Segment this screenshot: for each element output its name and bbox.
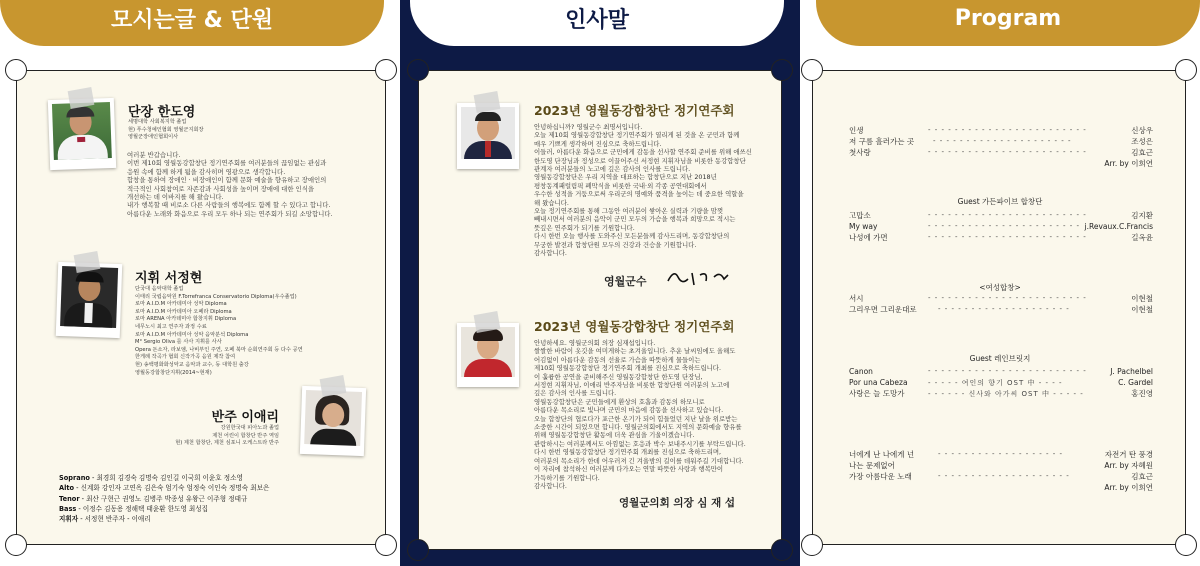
dotted-leader: - - - - - - - - - - - - - - - - - - - - - - - -	[928, 148, 1087, 156]
song-title: 사랑은 늘 도망가	[849, 389, 905, 398]
accompanist-photo	[300, 386, 366, 456]
section-title: Guest 레인브릿지	[969, 354, 1031, 363]
song-credit: 조성은	[1131, 137, 1153, 146]
dotted-leader: - - - - - - - - - - - - - - - - - - -	[938, 450, 1064, 458]
dotted-leader: - - - - - - - - - - - - - - - - - - - -	[938, 472, 1070, 480]
greeting1-body: 안녕하십니까? 영월군수 최명서입니다. 오늘 제10회 영월동강합창단 정기연주회가 열리게 된 것을 온 군민과 함께 매우 기쁘게 생각하며 진심으로 축하드립니다. 이들러, 아름다운 화음으로 군민에게 감동을 선사할 연주회 준비를 위해 애쓰신 한도영 단장님과 정성으로 이끌어주신 서정현 지휘자님을 비롯한 동강합창단 관계자 여러분들의 노고에 깊은 감사의 인사를 드립니다. 영월동강합창단은 우리 지역을 대표하는 합창단으로 지난 2018년 평창동계패럴림픽 폐막식을 비롯한 국내·외 각종 공연대회에서 우수한 성적을 거둠으로써 우리군의 명예와 품격을 높이는 데 중요한 역할을 해 왔습니다. 오늘 정기연주회를 통해 그동안 여러분이 쌓아온 실력과 기량을 맘껏 빼내시면서 여러분의 음악이 군민 모두의 가슴을 행복과 희망으로 적시는 뜻깊은 연주회가 되기를 기원합니다. 다시 한번 오늘 행사를 도와주신 모든분들께 감사드리며, 동강합창단의 무궁한 발전과 합창단원 모두의 건강과 건승을 기원합니다. 감사합니다.	[534, 123, 752, 258]
council-chair-signature: 영월군의회 의장 심 재 섭	[619, 497, 736, 509]
corner-cutout	[5, 59, 27, 81]
leader-photo	[48, 98, 116, 170]
corner-cutout	[801, 534, 823, 556]
dotted-leader: - - - - - - 신사와 아가씨 OST 中 - - - - -	[928, 390, 1084, 398]
dotted-leader: - - - - - - - - - - - - - - - - - - - - - - - -	[928, 211, 1087, 219]
song-title: My way	[849, 222, 878, 231]
song-credit: 김효근	[1131, 148, 1153, 157]
member-row: Bass - 이정수 김동용 정해택 태윤환 한도영 최성집	[59, 504, 209, 513]
conductor-photo	[56, 262, 123, 338]
council-chair-photo	[457, 323, 519, 387]
dotted-leader: - - - - - 여인의 향기 OST 中 - - - -	[928, 379, 1063, 387]
greeting2-body: 안녕하세요. 영월군의회 의장 심재섭입니다. 쌀쌀한 바람이 옷깃을 여미게하는 초겨울입니다. 추운 날씨임에도 올해도 어김없이 아름다운 감동의 선율로 가슴을 따뜻하게 물들이는 제10회 영월동강합창단 정기연주회 개최를 진심으로 축하드립니다. 이 훌륭한 공연을 준비해주신 영월동강합창단 한도영 단장님, 서정현 지휘자님, 이애리 반주자님을 비롯한 합창단원 여러분의 노고에 깊은 감사의 인사를 드립니다. 영월동강합창단은 군민들에게 환상의 호흡과 감동의 하모니로 아름다운 목소리로 빛나며 군민의 마음에 감동을 선사하고 있습니다. 오늘 합창단의 협로다가 포근한 온기가 되어 힘들었던 지난 날을 위로받는 소중한 시간이 되었으면 합니다. 영월군의회에서도 지역의 문화예술 향유를 위해 영월동강합창단 활동에 더욱 관심을 기울이겠습니다. 관람하시는 여러분께서도 아낌없는 호응과 박수 보내주시기를 부탁드립니다. 다시 한번 영월동강합창단 정기연주회 개최를 진심으로 축하드리며, 여러분의 목소리가 한데 어우러져 긴 겨울밤의 길이를 데워주길 기대합니다. 이 자리에 참석하신 여러분께 다가오는 연말 따뜻한 사랑과 행복만이 가득하기를 기원합니다. 감사합니다.	[534, 339, 746, 490]
song-credit: Arr. by 자혜원	[1104, 461, 1153, 470]
song-credit: 자전거 탄 풍경	[1104, 450, 1153, 459]
accompanist-name: 반주 이애리	[211, 410, 279, 425]
member-row: Alto - 신계화 강인자 고연옥 김은숙 엄기숙 엄정숙 이인숙 정명숙 최보은	[59, 484, 270, 493]
corner-cutout	[801, 59, 823, 81]
dotted-leader: - - - - - - - - - - - - - - - - - - - - - - - -	[928, 126, 1087, 134]
song-title: 그리우면 그리운대로	[849, 305, 917, 314]
dotted-leader: - - - - - - - - - - - - - - - - - - - - - - - -	[928, 367, 1087, 375]
program-panel	[800, 0, 1200, 566]
member-row: 지휘자 - 서정현 반주자 - 이애리	[59, 515, 151, 524]
dotted-leader: - - - - - - - - - - - - - - - - - - - - -	[933, 137, 1072, 145]
dotted-leader: - - - - - - - - - - - - - - - - - - - - - - - -	[928, 294, 1087, 302]
song-credit: 이현철	[1131, 294, 1153, 303]
song-credit: 홍진영	[1131, 389, 1153, 398]
conductor-bio: 단국대 음악대학 졸업 이태리 국립음악원 F.Torrefranca Conservatorio Diploma(우수졸업) 로마 A.I.D.M 아카데미아 성악 Diploma 로마 A.I.D.M 아카데미아 오페라 Diploma 로마 ARENA 아카데미아 합창지휘 Diploma 네무노시 최고 연주자 과정 수료 로마 A.I.D.M 아카데미아 성악 음악분석 Diploma M° Sergio Oliva 를 사사 지휘를 사사 Opera 돈소자, 라보엠, 나비부인 주연, 오페 북마 순회연주회 등 다수 공연 한게례 작곡가 협회 신작가곡 음원 제작 참여 현) 송백평화화성악교 음악과 교수, 동 대학원 출강 영월동강합창단지휘(2014~현재)	[135, 286, 303, 376]
corner-cutout	[375, 59, 397, 81]
program-card	[812, 70, 1186, 545]
panel-title: Program	[954, 5, 1062, 31]
song-title: 저 구름 흘러가는 곳	[849, 137, 915, 146]
song-credit: Arr. by 이희연	[1104, 483, 1153, 492]
welcome-letter: 여러분 반갑습니다. 이번 제10회 영월동강합창단 정기연주회를 여러분들의 끊임없는 관심과 응원 속에 함께 하게 됨을 감사히며 영광으로 생각합니다. 합창을 통하여 장애인 · 비장애인이 함께 문화 예술을 향유하고 장애인의 적극적인 사회참여로 자존감과 사회성을 높이며 장애에 대한 인식을 개선하는 데 이바지를 해 왔습니다. 내가 행복할 때 비로소 다른 사람들의 행복에도 함께 할 수 있다고 합니다. 아름다운 노래와 화음으로 우리 모두 하나 되는 연주회가 되길 소망합니다.	[127, 151, 333, 218]
leader-bio: 세명대학 사회복지학 졸업 현) 푸수청예인협회 영월군지회장 영월군장애인협회이사	[128, 119, 204, 141]
member-row: Tenor - 최산 구현근 권영노 김병주 박종성 유왕근 이주형 정태규	[59, 494, 248, 503]
song-title: Canon	[849, 367, 873, 376]
song-title: 첫사랑	[849, 148, 871, 157]
panel-title: 인사말	[565, 7, 629, 33]
dotted-leader: - - - - - - - - - - - - - - - - - - - -	[938, 305, 1070, 313]
song-title: 나성에 가면	[849, 233, 888, 242]
song-title: 너에게 난 나에게 넌	[849, 450, 915, 459]
members-panel	[0, 0, 400, 566]
song-credit: C. Gardel	[1118, 378, 1153, 387]
song-title: 서시	[849, 294, 864, 303]
corner-cutout	[771, 539, 793, 561]
song-credit: 김지환	[1131, 211, 1153, 220]
mayor-signature-label: 영월군수	[604, 275, 647, 288]
accompanist-bio: 강원한국대 피아노과 졸업 제천 어린이 합창단 반주 역임 현) 제천 합창단, 제천 심포니 오케스트라 반주	[175, 425, 279, 447]
panel-header	[0, 0, 384, 46]
section-title: <여성합창>	[979, 283, 1021, 292]
corner-cutout	[5, 534, 27, 556]
song-credit: j.Revaux.C.Francis	[1084, 222, 1153, 231]
corner-cutout	[407, 539, 429, 561]
mayor-photo	[457, 103, 519, 169]
corner-cutout	[771, 59, 793, 81]
panel-header	[410, 0, 784, 46]
song-title: 고맙소	[849, 211, 871, 220]
song-title: 가장 아름다운 노래	[849, 472, 912, 481]
song-credit: 신상우	[1131, 126, 1153, 135]
section-title: Guest 가든파이브 합창단	[957, 197, 1043, 206]
members-card	[16, 70, 386, 545]
song-title: 나는 문제없어	[849, 461, 895, 470]
greetings-panel	[400, 0, 800, 566]
song-credit: J. Pachelbel	[1110, 367, 1153, 376]
corner-cutout	[1175, 534, 1197, 556]
greeting2-title: 2023년 영월동강합창단 정기연주회	[534, 319, 735, 334]
dotted-leader: - - - - - - - - - - - - - - - - - - - - - - -	[928, 222, 1081, 230]
song-title: 인생	[849, 126, 864, 135]
song-title: Por una Cabeza	[849, 378, 908, 387]
corner-cutout	[1175, 59, 1197, 81]
mayor-signature	[664, 267, 734, 289]
panel-header	[816, 0, 1200, 46]
greeting1-title: 2023년 영월동강합창단 정기연주회	[534, 103, 735, 118]
song-credit: 길옥윤	[1131, 233, 1153, 242]
greetings-card	[418, 70, 782, 550]
panel-title: 모시는글 & 단원	[110, 7, 274, 33]
leader-name: 단장 한도영	[128, 105, 196, 120]
members-list	[59, 473, 379, 524]
conductor-name: 지휘 서정현	[135, 271, 203, 286]
corner-cutout	[375, 534, 397, 556]
member-row: Soprano - 최경희 김경숙 김명숙 김인길 이국희 이윤호 정소영	[59, 474, 243, 482]
song-credit: Arr. by 이희연	[1104, 159, 1153, 168]
corner-cutout	[407, 59, 429, 81]
song-credit: 김효근	[1131, 472, 1153, 481]
dotted-leader: - - - - - - - - - - - - - - - - - - - - - - - -	[928, 233, 1087, 241]
song-credit: 이현철	[1131, 305, 1153, 314]
